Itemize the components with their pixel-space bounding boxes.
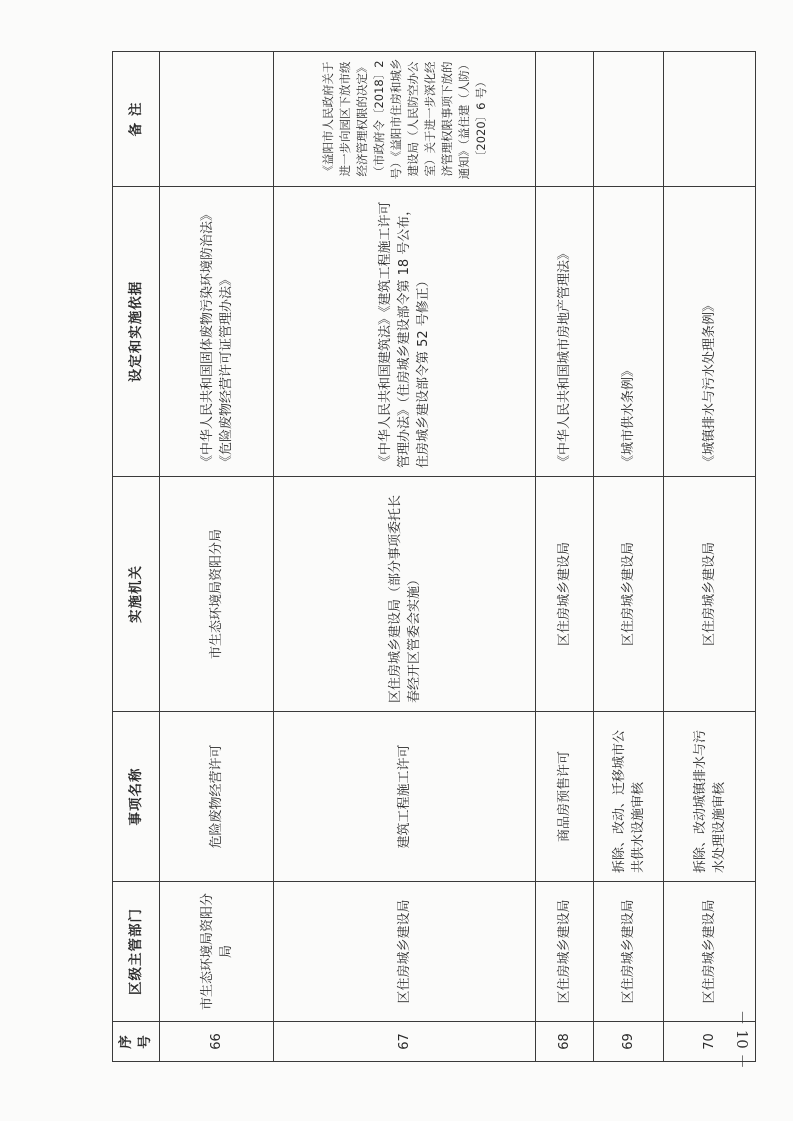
cell-seq: 67 <box>274 1022 536 1062</box>
cell-note <box>536 52 594 187</box>
cell-item: 拆除、改动城镇排水与污水处理设施审核 <box>664 712 756 882</box>
cell-note <box>664 52 756 187</box>
page-number: － 10 － <box>733 1010 751 1069</box>
cell-agency: 市生态环境局资阳分局 <box>160 477 274 712</box>
cell-item: 拆除、改动、迁移城市公共供水设施审核 <box>594 712 664 882</box>
cell-basis: 《中华人民共和国城市房地产管理法》 <box>536 187 594 477</box>
cell-basis: 《中华人民共和国建筑法》《建筑工程施工许可管理办法》（住房城乡建设部令第 18 号公布，住房城乡建设部令第 52 号修正） <box>274 187 536 477</box>
cell-seq: 69 <box>594 1022 664 1062</box>
cell-dept: 区住房城乡建设局 <box>594 882 664 1022</box>
cell-note <box>160 52 274 187</box>
cell-seq: 70 <box>664 1022 756 1062</box>
cell-agency: 区住房城乡建设局（部分事项委托长春经开区管委会实施） <box>274 477 536 712</box>
cell-dept: 区住房城乡建设局 <box>664 882 756 1022</box>
table-row <box>594 52 664 1062</box>
cell-agency: 区住房城乡建设局 <box>664 477 756 712</box>
cell-basis: 《中华人民共和国固体废物污染环境防治法》《危险废物经营许可证管理办法》 <box>160 187 274 477</box>
cell-item: 危险废物经营许可 <box>160 712 274 882</box>
table-header-row <box>113 52 160 1062</box>
cell-dept: 区住房城乡建设局 <box>274 882 536 1022</box>
header-dept: 区级主管部门 <box>113 882 160 1022</box>
cell-dept: 区住房城乡建设局 <box>536 882 594 1022</box>
cell-agency: 区住房城乡建设局 <box>594 477 664 712</box>
cell-agency: 区住房城乡建设局 <box>536 477 594 712</box>
header-seq: 序号 <box>113 1022 160 1062</box>
cell-note <box>594 52 664 187</box>
cell-item: 建筑工程施工许可 <box>274 712 536 882</box>
table-container <box>112 52 752 1062</box>
table-row <box>274 52 536 1062</box>
cell-note: 《益阳市人民政府关于进一步向园区下放市级经济管理权限的决定》（市政府令〔2018〕2 号）《益阳市住房和城乡建设局（人民防空办公室）关于进一步深化经济管理权限事项下放的通知》（益住建（人防）〔2020〕6 号） <box>274 52 536 187</box>
header-agency: 实施机关 <box>113 477 160 712</box>
table-row <box>160 52 274 1062</box>
cell-basis: 《城镇排水与污水处理条例》 <box>664 187 756 477</box>
header-item: 事项名称 <box>113 712 160 882</box>
cell-basis: 《城市供水条例》 <box>594 187 664 477</box>
header-note: 备 注 <box>113 52 160 187</box>
permit-table-main <box>112 51 756 1062</box>
cell-seq: 68 <box>536 1022 594 1062</box>
cell-dept: 市生态环境局资阳分局 <box>160 882 274 1022</box>
table-row <box>536 52 594 1062</box>
cell-item: 商品房预售许可 <box>536 712 594 882</box>
header-basis: 设定和实施依据 <box>113 187 160 477</box>
table-row <box>664 52 756 1062</box>
cell-seq: 66 <box>160 1022 274 1062</box>
